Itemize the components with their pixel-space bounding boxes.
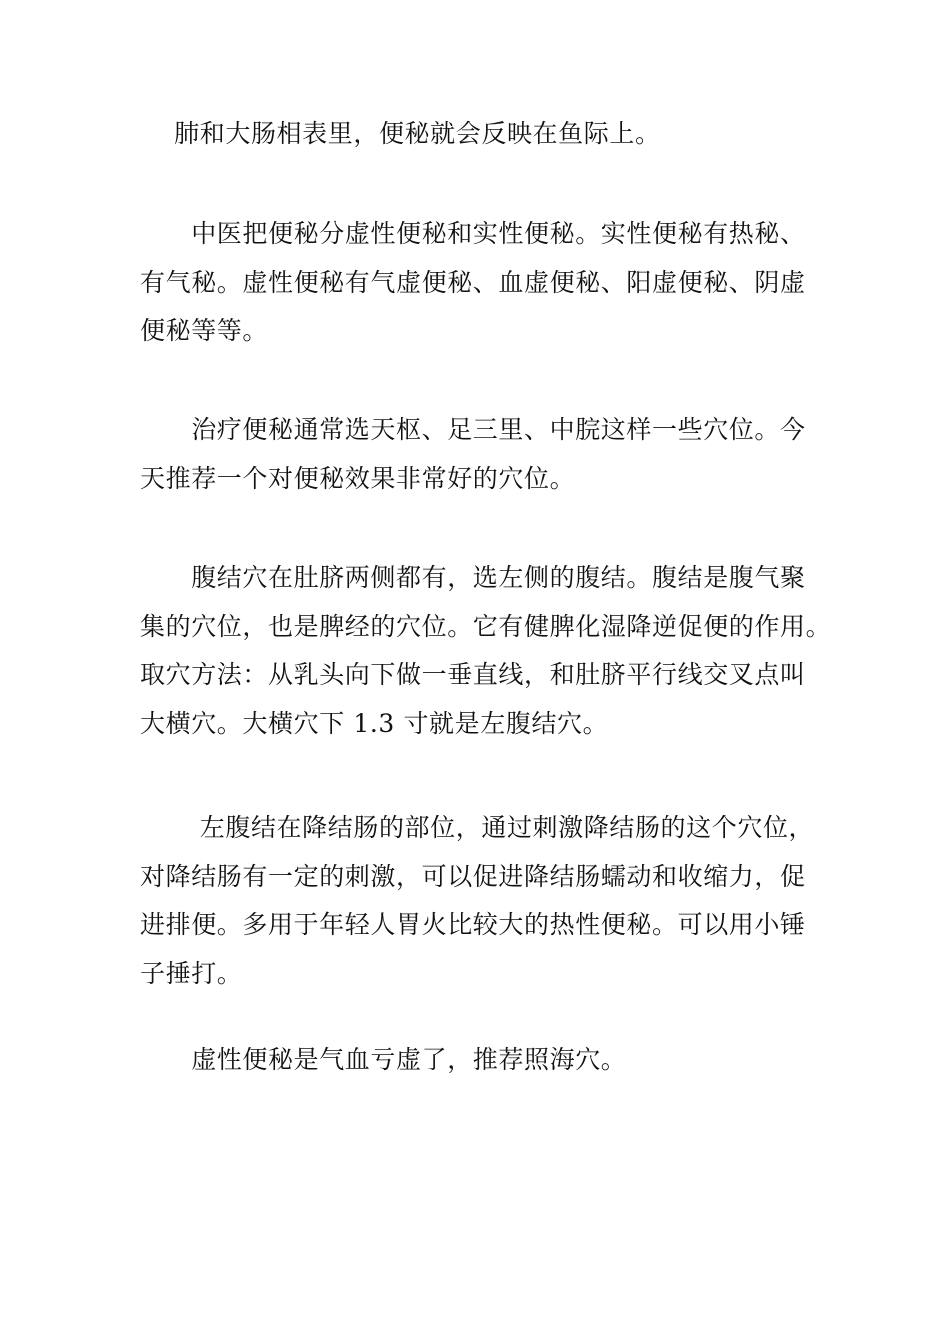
paragraph-line: 取穴方法：从乳头向下做一垂直线，和肚脐平行线交叉点叫 — [140, 660, 806, 689]
paragraph-2 — [140, 210, 820, 356]
paragraph-3 — [140, 406, 820, 503]
paragraph-line: 中医把便秘分虚性便秘和实性便秘。实性便秘有热秘、 — [140, 219, 806, 248]
paragraph-line: 对降结肠有一定的刺激，可以促进降结肠蠕动和收缩力，促 — [140, 861, 806, 891]
paragraph-5 — [140, 804, 820, 998]
paragraph-line: 虚性便秘是气血亏虚了，推荐照海穴。 — [140, 1045, 627, 1074]
paragraph-line: 大横穴。大横穴下 1.3 寸就是左腹结穴。 — [140, 708, 609, 738]
paragraph-line: 左腹结在降结肠的部位，通过刺激降结肠的这个穴位， — [140, 813, 815, 842]
paragraph-line: 治疗便秘通常选天枢、足三里、中脘这样一些穴位。今 — [140, 415, 806, 444]
paragraph-line: 进排便。多用于年轻人胃火比较大的热性便秘。可以用小锤 — [140, 910, 806, 939]
paragraph-4 — [140, 554, 832, 748]
paragraph-line: 子捶打。 — [140, 958, 243, 988]
paragraph-line: 有气秘。虚性便秘有气虚便秘、血虚便秘、阳虚便秘、阴虚 — [140, 267, 806, 297]
paragraph-line: 腹结穴在肚脐两侧都有，选左侧的腹结。腹结是腹气聚 — [140, 563, 806, 592]
paragraph-line: 集的穴位，也是脾经的穴位。它有健脾化湿降逆促便的作用。 — [140, 611, 832, 641]
paragraph-6 — [140, 1036, 820, 1085]
paragraph-line: 肺和大肠相表里，便秘就会反映在鱼际上。 — [140, 119, 661, 148]
paragraph-line: 天推荐一个对便秘效果非常好的穴位。 — [140, 463, 576, 493]
paragraph-1 — [140, 110, 820, 159]
paragraph-line: 便秘等等。 — [140, 316, 269, 345]
